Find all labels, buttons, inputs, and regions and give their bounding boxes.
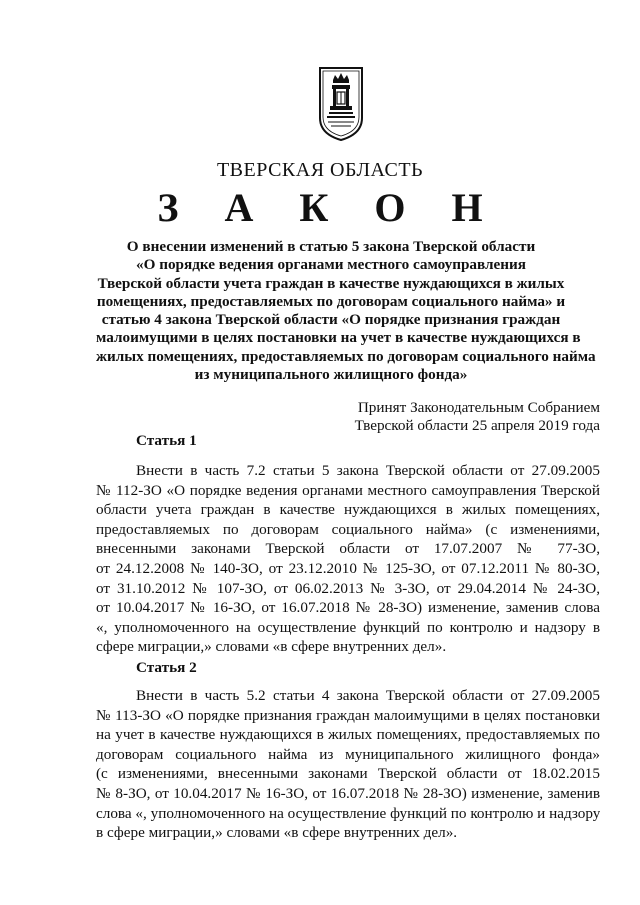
text-line: от 10.04.2017 № 16-ЗО, от 16.07.2018 № 28-ЗО) изменение, заменив слова bbox=[96, 599, 600, 617]
text-line: Внести в часть 5.2 статьи 4 закона Тверской области от 27.09.2005 bbox=[136, 687, 600, 704]
document-type-heading: З А К О Н bbox=[157, 185, 501, 230]
article-2-heading: Статья 2 bbox=[136, 659, 197, 676]
adoption-line: Принят Законодательным Собранием bbox=[357, 399, 600, 416]
tver-coat-of-arms-icon bbox=[318, 66, 364, 142]
text-line: № 112-ЗО «О порядке ведения органами местного самоуправления Тверской bbox=[96, 481, 600, 499]
title-line: малоимущими в целях постановки на учет в качестве нуждающихся в bbox=[96, 329, 581, 347]
text-line: предоставляемых по договорам социального найма» (с изменениями, bbox=[96, 520, 600, 538]
text-line: области учета граждан в качестве нуждающихся в жилых помещениях, bbox=[96, 501, 600, 519]
text-line: № 8-ЗО, от 10.04.2017 № 16-ЗО, от 16.07.2018 № 28-ЗО) изменение, заменив bbox=[96, 784, 600, 802]
text-line: (с изменениями, внесенными законами Тверской области от 18.02.2015 bbox=[96, 765, 600, 783]
article-1-heading: Статья 1 bbox=[136, 432, 197, 449]
text-line: от 31.10.2012 № 107-ЗО, от 06.02.2013 № 3-ЗО, от 29.04.2014 № 24-ЗО, bbox=[96, 579, 600, 597]
text-line: от 24.12.2008 № 140-ЗО, от 23.12.2010 № 125-ЗО, от 07.12.2011 № 80-ЗО, bbox=[96, 559, 600, 577]
title-line: из муниципального жилищного фонда» bbox=[194, 366, 468, 384]
article-1-text bbox=[96, 461, 600, 657]
text-line: № 113-ЗО «О порядке признания граждан малоимущими в целях постановки bbox=[96, 706, 600, 724]
text-line: «, уполномоченного на осуществление функций по контролю и надзору в bbox=[96, 618, 600, 636]
adoption-note bbox=[300, 399, 600, 436]
text-line: Внести в часть 7.2 статьи 5 закона Тверской области от 27.09.2005 bbox=[136, 462, 600, 479]
title-line: помещениях, предоставляемых по договорам социального найма» и bbox=[96, 292, 566, 310]
text-line: слова «, уполномоченного на осуществление функций по контролю и надзору bbox=[96, 804, 600, 822]
title-line: «О порядке ведения органами местного самоуправления bbox=[135, 256, 527, 274]
article-2-text bbox=[96, 686, 600, 843]
text-line: сфере миграции,» словами «в сфере внутренних дел». bbox=[96, 638, 447, 656]
region-name: ТВЕРСКАЯ ОБЛАСТЬ bbox=[216, 159, 424, 181]
adoption-line: Тверской области 25 апреля 2019 года bbox=[354, 417, 600, 435]
title-line: Тверской области учета граждан в качестве нуждающихся в жилых bbox=[97, 274, 565, 292]
title-line: статью 4 закона Тверской области «О порядке признания граждан bbox=[101, 311, 561, 329]
title-line: О внесении изменений в статью 5 закона Тверской области bbox=[126, 238, 536, 255]
law-title bbox=[96, 238, 596, 384]
text-line: внесенными законами Тверской области от 17.07.2007 № 77-ЗО, bbox=[96, 540, 600, 558]
text-line: договорам социального найма из муниципального жилищного фонда» bbox=[96, 745, 600, 763]
text-line: в сфере миграции,» словами «в сфере внутренних дел». bbox=[96, 824, 458, 842]
title-line: жилых помещениях, предоставляемых по договорам социального найма bbox=[96, 347, 596, 365]
text-line: на учет в качестве нуждающихся в жилых помещениях, предоставляемых по bbox=[96, 726, 600, 744]
